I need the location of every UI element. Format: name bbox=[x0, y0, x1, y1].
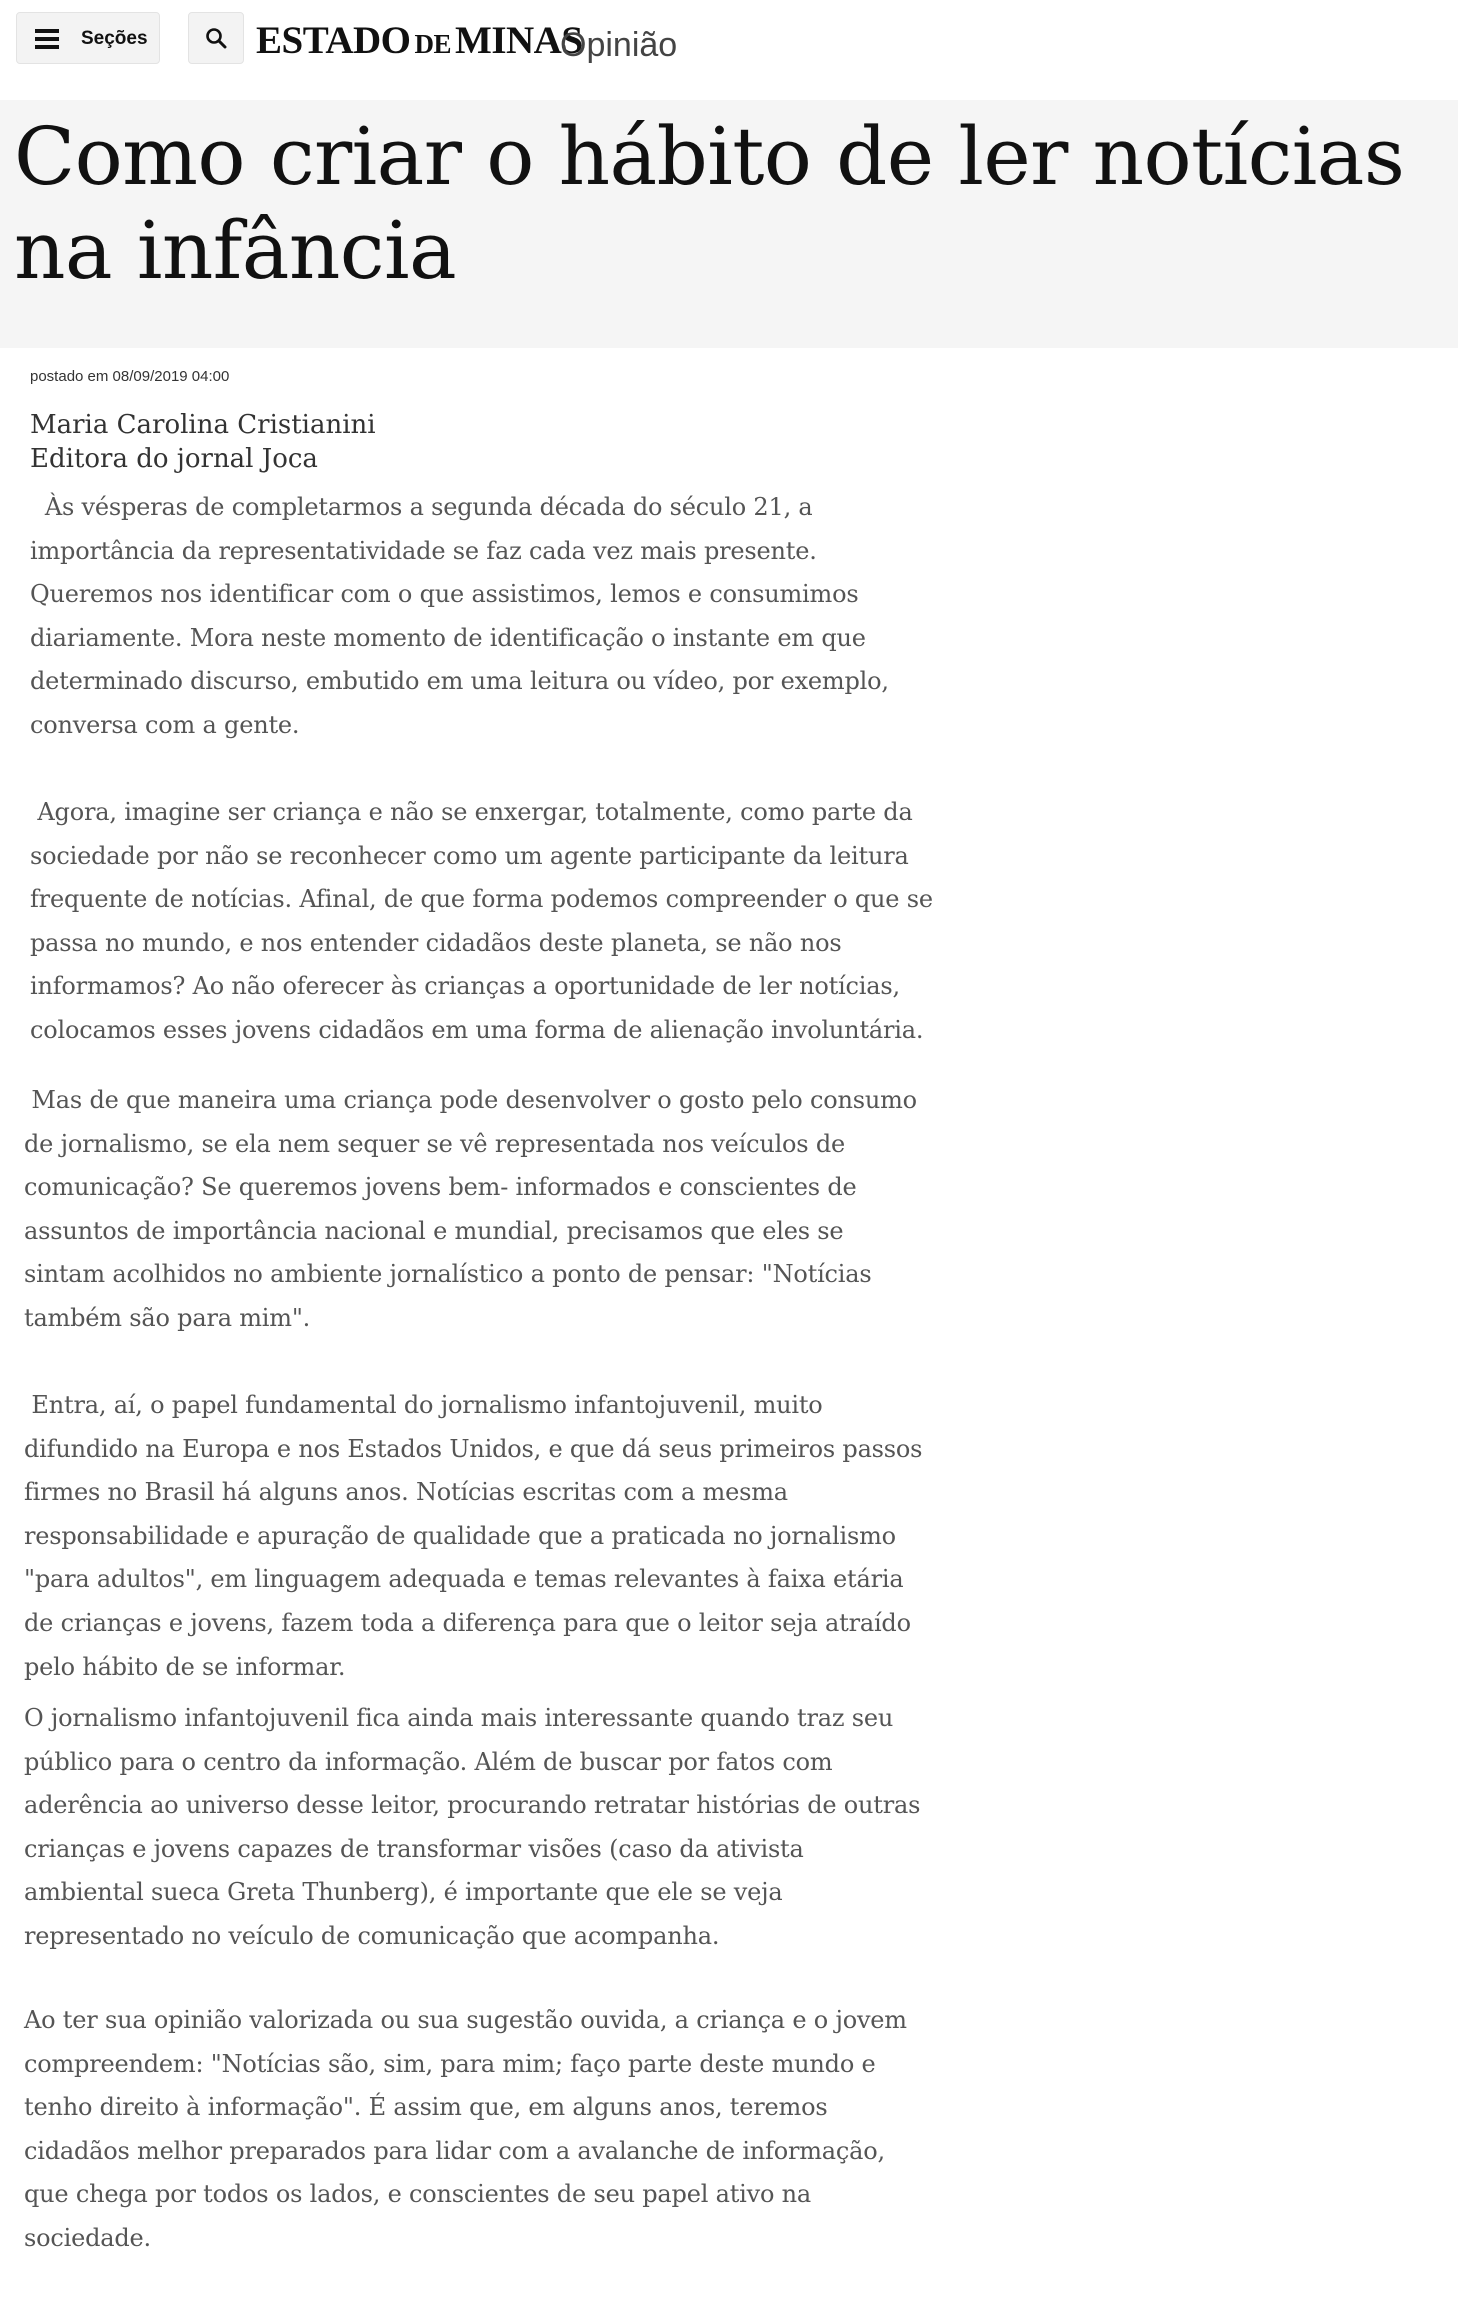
paragraph-line: de crianças e jovens, fazem toda a diferença para que o leitor seja atraído bbox=[24, 1608, 911, 1637]
article-title-line: Como criar o hábito de ler notícias bbox=[14, 110, 1405, 203]
article-paragraph bbox=[24, 1384, 964, 1689]
article-paragraph bbox=[30, 486, 970, 748]
paragraph-line: compreendem: "Notícias são, sim, para mim; faço parte deste mundo e bbox=[24, 2049, 876, 2078]
article-paragraph bbox=[24, 1697, 964, 1959]
paragraph-line: também são para mim". bbox=[24, 1303, 311, 1332]
paragraph-line: Mas de que maneira uma criança pode desenvolver o gosto pelo consumo bbox=[24, 1086, 917, 1114]
paragraph-line: público para o centro da informação. Além de buscar por fatos com bbox=[24, 1747, 833, 1776]
author-role: Editora do jornal Joca bbox=[30, 444, 318, 474]
paragraph-line: que chega por todos os lados, e conscientes de seu papel ativo na bbox=[24, 2180, 812, 2209]
paragraph-line: O jornalismo infantojuvenil fica ainda mais interessante quando traz seu bbox=[24, 1704, 894, 1732]
section-name-link[interactable]: Opinião bbox=[560, 26, 678, 64]
paragraph-line: tenho direito à informação". É assim que, em alguns anos, teremos bbox=[24, 2093, 828, 2122]
paragraph-line: cidadãos melhor preparados para lidar com a avalanche de informação, bbox=[24, 2136, 885, 2165]
paragraph-line: diariamente. Mora neste momento de identificação o instante em que bbox=[30, 623, 866, 652]
article-paragraph bbox=[24, 1999, 964, 2261]
paragraph-line: comunicação? Se queremos jovens bem- informados e conscientes de bbox=[24, 1173, 857, 1202]
paragraph-line: colocamos esses jovens cidadãos em uma forma de alienação involuntária. bbox=[30, 1015, 924, 1044]
paragraph-line: representado no veículo de comunicação que acompanha. bbox=[24, 1921, 720, 1950]
paragraph-line: Ao ter sua opinião valorizada ou sua sugestão ouvida, a criança e o jovem bbox=[24, 2006, 907, 2034]
paragraph-line: determinado discurso, embutido em uma leitura ou vídeo, por exemplo, bbox=[30, 667, 889, 696]
paragraph-line: Agora, imagine ser criança e não se enxergar, totalmente, como parte da bbox=[30, 798, 913, 826]
article-paragraph bbox=[30, 791, 970, 1053]
sections-menu-button[interactable] bbox=[16, 12, 160, 64]
site-header bbox=[0, 0, 1458, 100]
paragraph-line: firmes no Brasil há alguns anos. Notícias escritas com a mesma bbox=[24, 1478, 788, 1507]
article-paragraph bbox=[24, 1079, 964, 1341]
article-title bbox=[14, 110, 1434, 298]
logo-part-de: DE bbox=[414, 29, 452, 59]
site-logo[interactable] bbox=[256, 16, 583, 66]
search-button[interactable] bbox=[188, 12, 244, 64]
paragraph-line: conversa com a gente. bbox=[30, 710, 300, 739]
paragraph-line: Entra, aí, o papel fundamental do jornalismo infantojuvenil, muito bbox=[24, 1391, 823, 1419]
paragraph-line: sociedade. bbox=[24, 2223, 151, 2252]
paragraph-line: Queremos nos identificar com o que assistimos, lemos e consumimos bbox=[30, 580, 859, 609]
author-name: Maria Carolina Cristianini bbox=[30, 410, 376, 440]
logo-part-estado: ESTADO bbox=[256, 19, 411, 62]
paragraph-line: sociedade por não se reconhecer como um agente participante da leitura bbox=[30, 841, 909, 870]
paragraph-line: sintam acolhidos no ambiente jornalístico a ponto de pensar: "Notícias bbox=[24, 1260, 872, 1289]
paragraph-line: ambiental sueca Greta Thunberg), é importante que ele se veja bbox=[24, 1878, 783, 1907]
paragraph-line: de jornalismo, se ela nem sequer se vê representada nos veículos de bbox=[24, 1129, 846, 1158]
hamburger-menu-icon bbox=[35, 29, 59, 49]
paragraph-line: difundido na Europa e nos Estados Unidos, e que dá seus primeiros passos bbox=[24, 1434, 923, 1463]
paragraph-line: importância da representatividade se faz cada vez mais presente. bbox=[30, 536, 817, 565]
article-title-line: na infância bbox=[14, 204, 457, 297]
paragraph-line: informamos? Ao não oferecer às crianças a oportunidade de ler notícias, bbox=[30, 972, 900, 1001]
paragraph-line: "para adultos", em linguagem adequada e temas relevantes à faixa etária bbox=[24, 1565, 904, 1594]
paragraph-line: Às vésperas de completarmos a segunda década do século 21, a bbox=[30, 493, 813, 521]
paragraph-line: responsabilidade e apuração de qualidade que a praticada no jornalismo bbox=[24, 1521, 896, 1550]
paragraph-line: aderência ao universo desse leitor, procurando retratar histórias de outras bbox=[24, 1791, 921, 1820]
paragraph-line: frequente de notícias. Afinal, de que forma podemos compreender o que se bbox=[30, 885, 933, 914]
headline-band bbox=[0, 100, 1458, 348]
sections-menu-label: Seções bbox=[81, 28, 148, 49]
search-icon bbox=[205, 27, 227, 49]
paragraph-line: assuntos de importância nacional e mundial, precisamos que eles se bbox=[24, 1216, 844, 1245]
paragraph-line: crianças e jovens capazes de transformar visões (caso da ativista bbox=[24, 1834, 804, 1863]
author-block bbox=[30, 408, 376, 476]
paragraph-line: pelo hábito de se informar. bbox=[24, 1652, 346, 1681]
paragraph-line: passa no mundo, e nos entender cidadãos deste planeta, se não nos bbox=[30, 928, 842, 957]
logo-part-minas: MINAS bbox=[455, 19, 583, 62]
posted-date: postado em 08/09/2019 04:00 bbox=[30, 368, 230, 385]
